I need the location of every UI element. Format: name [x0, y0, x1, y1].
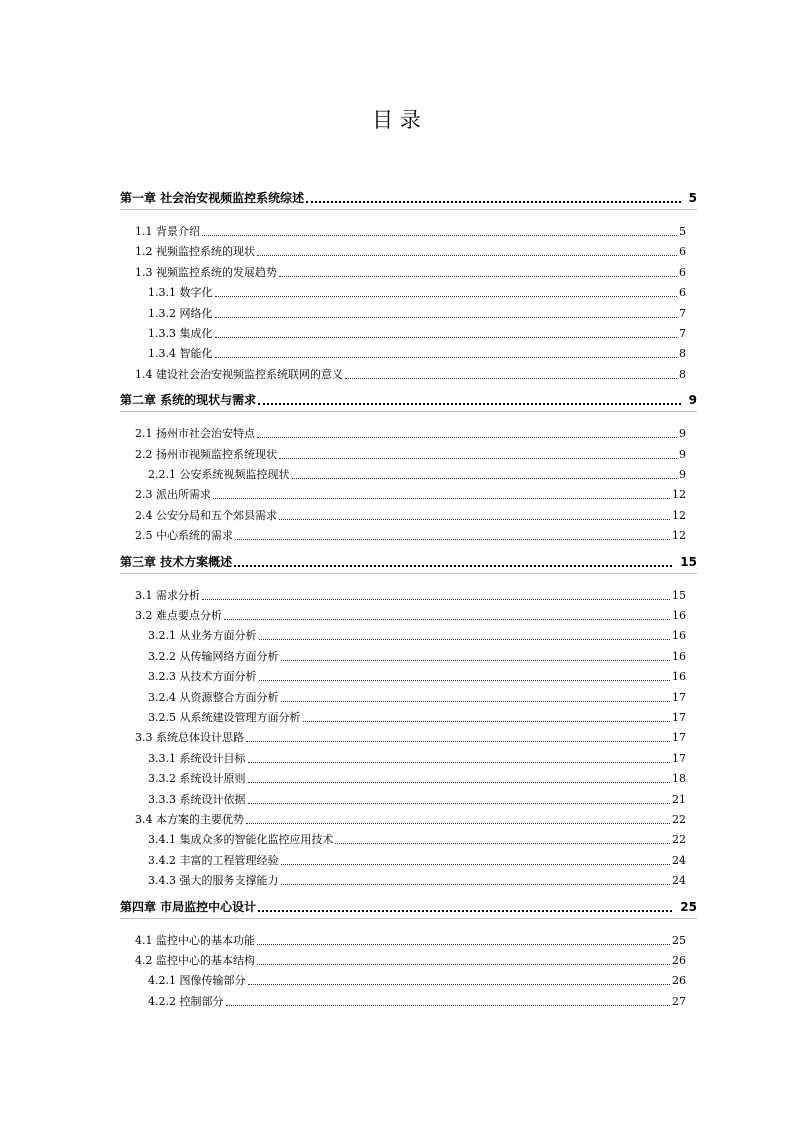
toc-section-row[interactable]: [135, 527, 686, 541]
toc-entry-title: 第三章 技术方案概述: [120, 554, 233, 569]
toc-page-number: 12: [672, 488, 686, 502]
toc-page-number: 17: [672, 751, 686, 765]
chapter-divider: [120, 411, 697, 412]
toc-entry-title: 3.2.3 从技术方面分析: [148, 670, 257, 684]
toc-page-number: 5: [688, 191, 697, 205]
toc-section-row[interactable]: [148, 648, 686, 662]
toc-section-row[interactable]: [148, 325, 686, 339]
toc-entry-title: 3.4.3 强大的服务支撑能力: [148, 874, 279, 888]
toc-page-number: 25: [680, 899, 697, 914]
dot-leader: [279, 268, 677, 278]
dot-leader: [281, 876, 671, 886]
toc-page-number: 16: [672, 609, 686, 622]
toc-entry-title: 第一章 社会治安视频监控系统综述: [120, 191, 305, 205]
toc-chapter-row[interactable]: [120, 554, 697, 568]
toc-entry-title: 3.3 系统总体设计思路: [135, 731, 244, 745]
toc-page-number: 9: [679, 427, 686, 441]
toc-entry-title: 3.1 需求分析: [135, 588, 200, 602]
dot-leader: [213, 490, 670, 500]
toc-section-row[interactable]: [135, 446, 686, 460]
toc-chapter-row[interactable]: [120, 899, 697, 913]
dot-leader: [259, 631, 671, 641]
toc-section-row[interactable]: [148, 993, 686, 1007]
toc-page-number: 12: [672, 508, 686, 522]
toc-entry-title: 第四章 市局监控中心设计: [120, 899, 257, 914]
toc-section-row[interactable]: [135, 607, 686, 621]
toc-entry-title: 2.2.1 公安系统视频监控现状: [148, 468, 290, 481]
toc-entry-title: 3.2.4 从资源整合方面分析: [148, 690, 279, 704]
toc-entry-title: 3.2 难点要点分析: [135, 609, 222, 622]
dot-leader: [292, 470, 678, 480]
toc-section-row[interactable]: [135, 264, 686, 278]
dot-leader: [281, 693, 671, 703]
toc-entry-title: 3.2.1 从业务方面分析: [148, 629, 257, 643]
toc-page-number: 18: [672, 772, 686, 786]
toc-page-number: 17: [672, 711, 686, 724]
toc-entry-title: 3.4.2 丰富的工程管理经验: [148, 853, 279, 867]
toc-section-row[interactable]: [135, 932, 686, 946]
dot-leader: [257, 247, 677, 257]
dot-leader: [215, 288, 678, 298]
dot-leader: [246, 733, 670, 743]
toc-page-number: 24: [672, 853, 686, 867]
toc-entry-title: 2.5 中心系统的需求: [135, 529, 233, 543]
toc-entry-title: 4.2.1 图像传输部分: [148, 974, 246, 988]
toc-entry-title: 2.3 派出所需求: [135, 488, 211, 502]
toc-page-number: 16: [672, 649, 686, 663]
toc-section-row[interactable]: [148, 709, 686, 723]
chapter-divider: [120, 573, 697, 574]
dot-leader: [279, 450, 677, 460]
dot-leader: [235, 531, 670, 541]
toc-section-row[interactable]: [148, 770, 686, 784]
toc-page-number: 9: [679, 468, 686, 481]
dot-leader: [335, 835, 670, 845]
toc-entry-title: 3.4.1 集成众多的智能化监控应用技术: [148, 833, 334, 847]
toc-entry-title: 4.2 监控中心的基本结构: [135, 954, 255, 967]
dot-leader: [202, 227, 677, 237]
toc-section-row[interactable]: [135, 729, 686, 743]
toc-section-row[interactable]: [148, 689, 686, 703]
toc-section-row[interactable]: [148, 668, 686, 682]
dot-leader: [248, 774, 671, 784]
toc-section-row[interactable]: [148, 972, 686, 986]
toc-page-number: 22: [672, 833, 686, 847]
toc-page-number: 25: [672, 933, 686, 947]
dot-leader: [257, 936, 670, 946]
toc-section-row[interactable]: [135, 952, 686, 966]
toc-page-number: 17: [672, 731, 686, 745]
dot-leader: [345, 370, 677, 380]
toc-page-number: 8: [679, 347, 686, 361]
toc-page-number: 22: [672, 813, 686, 826]
dot-leader: [248, 795, 671, 805]
dot-leader: [246, 815, 670, 825]
toc-entry-title: 4.1 监控中心的基本功能: [135, 933, 255, 947]
toc-section-row[interactable]: [135, 486, 686, 500]
toc-section-row[interactable]: [148, 305, 686, 319]
toc-page-number: 21: [672, 792, 686, 806]
toc-entry-title: 3.2.2 从传输网络方面分析: [148, 649, 279, 663]
toc-page-number: 24: [672, 874, 686, 888]
toc-section-row[interactable]: [148, 750, 686, 764]
chapter-divider: [120, 918, 697, 919]
toc-page-number: 27: [672, 994, 686, 1008]
toc-section-row[interactable]: [135, 223, 686, 237]
dot-leader: [303, 713, 671, 723]
toc-entry-title: 3.4 本方案的主要优势: [135, 813, 244, 826]
dot-leader: [259, 672, 671, 682]
toc-entry-title: 1.4 建设社会治安视频监控系统联网的意义: [135, 367, 343, 381]
dot-leader: [281, 652, 671, 662]
toc-section-row[interactable]: [148, 345, 686, 359]
toc-page-number: 9: [688, 393, 697, 408]
chapter-divider: [120, 209, 697, 210]
toc-entry-title: 1.3 视频监控系统的发展趋势: [135, 265, 277, 279]
toc-section-row[interactable]: [135, 811, 686, 825]
toc-entry-title: 4.2.2 控制部分: [148, 994, 224, 1008]
dot-leader: [226, 997, 671, 1007]
dot-leader: [202, 591, 670, 601]
toc-page-number: 26: [672, 974, 686, 988]
toc-entry-title: 1.3.2 网络化: [148, 306, 213, 320]
toc-entry-title: 1.3.3 集成化: [148, 327, 213, 340]
toc-entry-title: 1.3.1 数字化: [148, 286, 213, 300]
dot-leader: [306, 192, 680, 204]
toc-page-number: 6: [679, 245, 686, 259]
dot-leader: [248, 754, 671, 764]
dot-leader: [257, 429, 677, 439]
toc-page-number: 15: [672, 588, 686, 602]
toc-page-number: 16: [672, 670, 686, 684]
dot-leader: [215, 309, 678, 319]
toc-page-number: 6: [679, 265, 686, 279]
toc-page-number: 9: [679, 447, 686, 461]
page-title: 目 录: [372, 108, 421, 132]
toc-section-row[interactable]: [135, 366, 686, 380]
dot-leader: [224, 611, 670, 621]
toc-entry-title: 2.2 扬州市视频监控系统现状: [135, 447, 277, 461]
toc-page-number: 15: [680, 554, 697, 569]
toc-entry-title: 2.1 扬州市社会治安特点: [135, 427, 255, 441]
toc-section-row[interactable]: [135, 243, 686, 257]
toc-section-row[interactable]: [148, 466, 686, 480]
toc-page-number: 8: [679, 367, 686, 381]
dot-leader: [258, 901, 672, 913]
toc-entry-title: 1.2 视频监控系统的现状: [135, 245, 255, 259]
toc-section-row[interactable]: [148, 284, 686, 298]
toc-page-number: 16: [672, 629, 686, 643]
dot-leader: [279, 511, 670, 521]
dot-leader: [215, 349, 678, 359]
dot-leader: [234, 556, 672, 568]
toc-page-number: 12: [672, 529, 686, 543]
toc-page-number: 7: [679, 327, 686, 340]
dot-leader: [281, 856, 671, 866]
toc-section-row[interactable]: [148, 627, 686, 641]
toc-chapter-row[interactable]: [120, 190, 697, 204]
toc-section-row[interactable]: [135, 507, 686, 521]
toc-section-row[interactable]: [148, 872, 686, 886]
toc-page-number: 17: [672, 690, 686, 704]
toc-entry-title: 3.2.5 从系统建设管理方面分析: [148, 711, 301, 724]
dot-leader: [258, 394, 680, 406]
dot-leader: [215, 329, 678, 339]
toc-section-row[interactable]: [148, 852, 686, 866]
toc-entry-title: 第二章 系统的现状与需求: [120, 393, 257, 408]
toc-section-row[interactable]: [148, 831, 686, 845]
toc-page-number: 26: [672, 954, 686, 967]
toc-entry-title: 1.1 背景介绍: [135, 225, 200, 238]
toc-entry-title: 3.3.3 系统设计依据: [148, 792, 246, 806]
toc-section-row[interactable]: [148, 791, 686, 805]
toc-section-row[interactable]: [135, 587, 686, 601]
toc-page-number: 6: [679, 286, 686, 300]
dot-leader: [257, 956, 670, 966]
dot-leader: [248, 976, 671, 986]
toc-section-row[interactable]: [135, 425, 686, 439]
toc-entry-title: 3.3.2 系统设计原则: [148, 772, 246, 786]
toc-entry-title: 1.3.4 智能化: [148, 347, 213, 361]
toc-page-number: 5: [679, 225, 686, 238]
toc-page-number: 7: [679, 306, 686, 320]
toc-chapter-row[interactable]: [120, 392, 697, 406]
toc-entry-title: 3.3.1 系统设计目标: [148, 751, 246, 765]
toc-entry-title: 2.4 公安分局和五个郊县需求: [135, 508, 277, 522]
